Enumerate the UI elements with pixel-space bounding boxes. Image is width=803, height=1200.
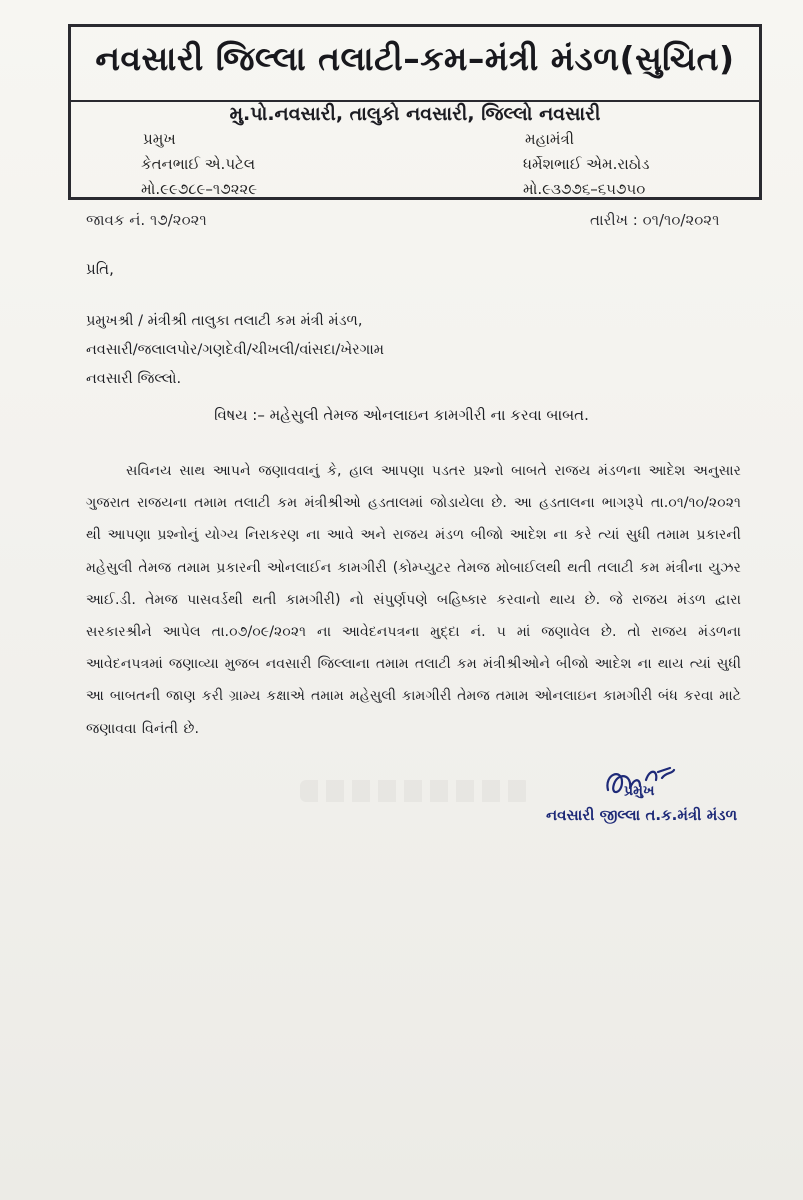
secretary-role: મહામંત્રી [525, 130, 575, 148]
recipient-line: નવસારી/જલાલપોર/ગણદેવી/ચીખલી/વાંસદા/ખેરગામ [86, 342, 384, 358]
paper-bleed-through [300, 780, 530, 802]
letter-body: સવિનય સાથ આપને જણાવવાનું કે, હાલ આપણા પડતર પ્રશ્નો બાબતે રાજય મંડળના આદેશ અનુસાર ગુજરાત રાજયના તમામ તલાટી કમ મંત્રીશ્રીઓ હડતાલમાં જોડાયેલા છે. આ હડતાલના ભાગરૂપે તા.૦૧/૧૦/૨૦૨૧ થી આપણા પ્રશ્નોનું યોગ્ય નિરાકરણ ના આવે અને રાજય મંડળ બીજો આદેશ ના કરે ત્યાં સુધી તમામ પ્રકારની મહેસુલી તેમજ તમામ પ્રકારની ઓનલાઈન કામગીરી (કોમ્પ્યુટર તેમજ મોબાઈલથી થતી તલાટી કમ મંત્રીના યુઝર આઈ.ડી. તેમજ પાસવર્ડથી થતી કામગીરી) નો સંપુર્ણપણે બહિષ્કાર કરવાનો થાય છે. જે રાજય મંડળ દ્વારા સરકારશ્રીને આપેલ તા.૦૭/૦૯/૨૦૨૧ ના આવેદનપત્રના મુદ્દા નં. ૫ માં જણાવેલ છે. તો રાજય મંડળના આવેદનપત્રમાં જણાવ્યા મુજબ નવસારી જિલ્લાના તમામ તલાટી કમ મંત્રીશ્રીઓને બીજો આદેશ ના થાય ત્યાં સુધી આ બાબતની જાણ કરી ગ્રામ્ય કક્ષાએ તમામ મહેસુલી કામગીરી તેમજ તમામ ઓનલાઇન કામગીરી બંધ કરવા માટે જણાવવા વિનંતી છે. [86, 463, 741, 737]
recipient-address [86, 307, 384, 394]
signatory-organization: નવસારી જીલ્લા ત.ક.મંત્રી મંડળ [546, 806, 738, 824]
outward-number: જાવક નં. ૧૭/૨૦૨૧ [86, 211, 207, 229]
secretary-block [523, 127, 650, 202]
recipient-line: પ્રમુખશ્રી / મંત્રીશ્રી તાલુકા તલાટી કમ મંત્રી મંડળ, [86, 313, 363, 329]
secretary-mobile: મો.૯૩૭૭૬–૬૫૭૫૦ [523, 180, 646, 198]
title-divider [71, 100, 759, 102]
recipient-line: નવસારી જિલ્લો. [86, 371, 182, 387]
president-block [141, 127, 257, 202]
organization-title: નવસારી જિલ્લા તલાટી–કમ–મંત્રી મંડળ(સુચિત) [95, 39, 735, 78]
letterhead [68, 24, 762, 200]
president-mobile: મો.૯૯૭૮૯–૧૭૨૨૯ [141, 180, 258, 198]
subject-line: વિષય :– મહેસુલી તેમજ ઓનલાઇન કામગીરી ના કરવા બાબત. [214, 406, 589, 424]
letter-date: તારીખ : ૦૧/૧૦/૨૦૨૧ [590, 211, 720, 229]
president-name: કેતનભાઈ એ.પટેલ [141, 155, 256, 173]
organization-address: મુ.પો.નવસારી, તાલુકો નવસારી, જિલ્લો નવસારી [229, 103, 601, 125]
president-role: પ્રમુખ [143, 130, 176, 148]
salutation: પ્રતિ, [86, 260, 114, 278]
signatory-role: પ્રમુખ [624, 783, 655, 799]
secretary-name: ધર્મેશભાઈ એમ.રાઠોડ [523, 155, 650, 173]
